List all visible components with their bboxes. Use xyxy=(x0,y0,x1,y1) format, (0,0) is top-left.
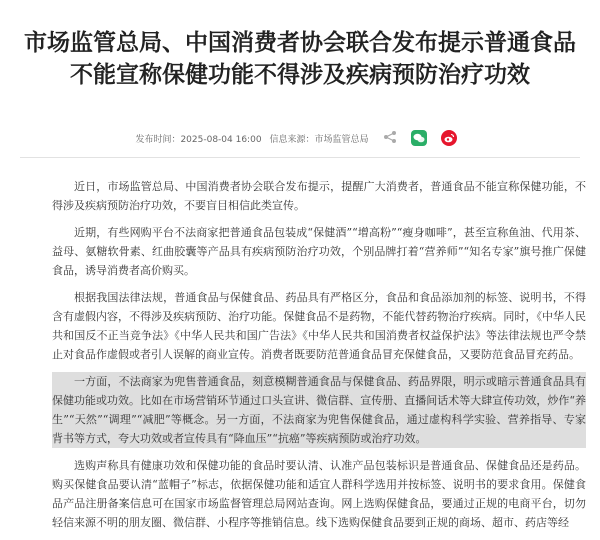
paragraph: 近期，有些网购平台不法商家把普通食品包装成“保健酒”“增高粉”“瘦身咖啡”，甚至宣称鱼油、代用茶、益母、氨糖软骨素、红曲胶囊等产品具有疾病预防治疗功效，个别品牌打着“营养师”“知名专家”旗号推广保健食品，诱导消费者高价购买。 xyxy=(52,226,586,277)
header-divider xyxy=(20,157,580,158)
publish-time: 发布时间：2025-08-04 16:00 xyxy=(135,134,262,145)
share-icon[interactable] xyxy=(383,130,397,144)
share-bar xyxy=(383,130,465,146)
weibo-icon[interactable] xyxy=(441,130,457,146)
article-body xyxy=(52,177,586,540)
paragraph: 选购声称具有健康功效和保健功能的食品时要认清、认准产品包装标识是普通食品、保健食品还是药品。购买保健食品要认清“蓝帽子”标志，依据保健功能和适宜人群科学选用并按标签、说明书的要求食用。保健食品产品注册备案信息可在国家市场监督管理总局网站查询。网上选购保健食品，要通过正规的电商平台，切勿轻信来源不明的朋友圈、微信群、小程序等推销信息。线下选购保健食品要到正规的商场、超市、药店等经 xyxy=(52,459,586,529)
highlighted-paragraph: 一方面，不法商家为兜售普通食品，刻意模糊普通食品与保健食品、药品界限，明示或暗示普通食品具有保健功能或功效。比如在市场营销环节通过口头宣讲、微信群、宣传册、直播间话术等大肆宣传功效，炒作“养生”“天然”“调理”“减肥”等概念。另一方面，不法商家为兜售保健食品，通过虚构科学实验、营养指导、专家背书等方式，夸大功效或者宣传具有“降血压”“抗癌”等疾病预防或治疗功效。 xyxy=(52,372,586,448)
paragraph: 根据我国法律法规，普通食品与保健食品、药品具有严格区分，食品和食品添加剂的标签、说明书，不得含有虚假内容，不得涉及疾病预防、治疗功能。保健食品不是药物，不能代替药物治疗疾病。同时，《中华人民共和国反不正当竞争法》《中华人民共和国广告法》《中华人民共和国消费者权益保护法》等法律法规也严令禁止对食品作虚假或者引人误解的商业宣传。消费者既要防范普通食品冒充保健食品，又要防范食品冒充药品。 xyxy=(52,291,586,361)
source: 信息来源：市场监管总局 xyxy=(269,134,369,145)
article-meta xyxy=(0,127,600,149)
paragraph: 近日，市场监管总局、中国消费者协会联合发布提示，提醒广大消费者，普通食品不能宣称保健功能，不得涉及疾病预防治疗功效，不要盲目相信此类宣传。 xyxy=(52,180,586,212)
article-title: 市场监管总局、中国消费者协会联合发布提示普通食品不能宣称保健功能不得涉及疾病预防治疗功效 xyxy=(24,30,576,89)
wechat-icon[interactable] xyxy=(411,130,427,146)
